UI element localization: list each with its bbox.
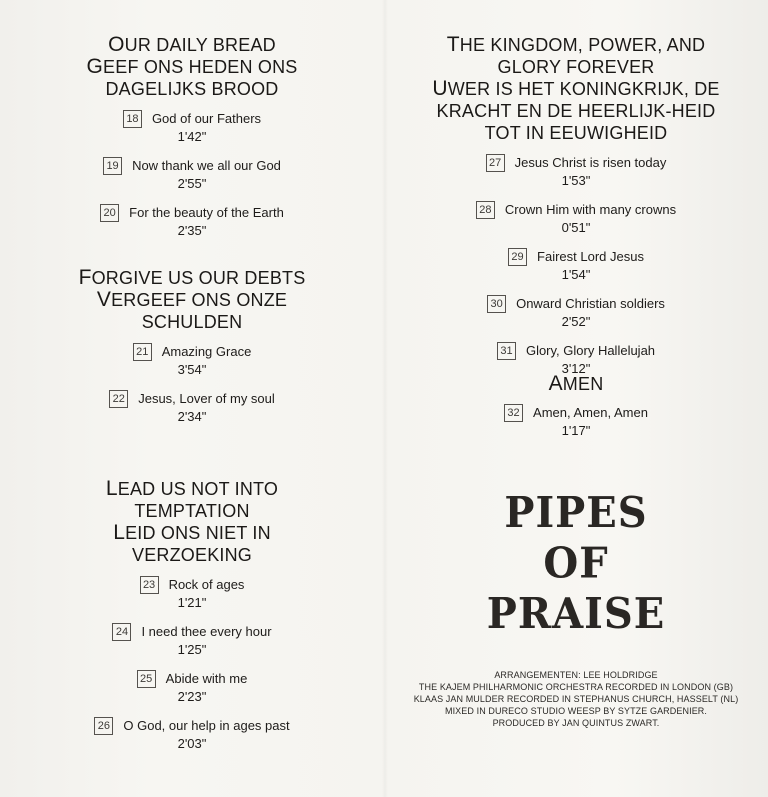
section-heading-en: LEAD US NOT INTO TEMPTATION (105, 477, 279, 521)
section-amen (384, 373, 768, 438)
track-number: 27 (486, 154, 505, 172)
track-duration: 2'23" (177, 689, 207, 704)
track-duration: 3'12" (561, 361, 591, 376)
right-column (384, 0, 768, 797)
track-item (384, 403, 768, 438)
track-duration: 1'21" (177, 595, 207, 610)
track-number: 21 (133, 343, 152, 361)
credit-line: KLAAS JAN MULDER RECORDED IN STEPHANUS CHURCH, HASSELT (NL) (413, 694, 739, 704)
track-item (384, 153, 768, 188)
section-heading-en: THE KINGDOM, POWER, AND GLORY FOREVER (446, 33, 706, 77)
track-number: 26 (94, 717, 113, 735)
section-heading-nl: GEEF ONS HEDEN ONS DAGELIJKS BROOD (86, 55, 298, 99)
track-number: 24 (112, 623, 131, 641)
track-title: Amazing Grace (161, 344, 252, 359)
track-title: Rock of ages (168, 577, 245, 592)
section-heading-nl: LEID ONS NIET IN VERZOEKING (113, 521, 271, 565)
track-number: 30 (487, 295, 506, 313)
section-daily-bread (0, 34, 384, 238)
track-title: God of our Fathers (151, 111, 262, 126)
track-title: Amen, Amen, Amen (533, 405, 648, 420)
section-heading-en: AMEN (548, 372, 604, 395)
track-duration: 1'17" (561, 423, 591, 438)
track-title: Jesus Christ is risen today (514, 155, 667, 170)
track-item (0, 342, 384, 377)
track-item (0, 156, 384, 191)
section-heading-en: OUR DAILY BREAD (108, 33, 276, 56)
track-title: Onward Christian soldiers (516, 296, 665, 311)
track-duration: 2'52" (561, 314, 591, 329)
track-item (384, 247, 768, 282)
track-item (0, 669, 384, 704)
track-duration: 2'34" (177, 409, 207, 424)
credit-line: THE KAJEM PHILHARMONIC ORCHESTRA RECORDED IN LONDON (GB) (418, 682, 734, 692)
credit-line: MIXED IN DURECO STUDIO WEESP BY SYTZE GARDENIER. (444, 706, 707, 716)
logo-line: PIPES (504, 488, 648, 538)
section-kingdom (384, 34, 768, 376)
track-item (0, 622, 384, 657)
track-duration: 0'51" (561, 220, 591, 235)
section-forgive (0, 267, 384, 424)
track-title: O God, our help in ages past (123, 718, 290, 733)
track-duration: 1'42" (177, 129, 207, 144)
credits-block (384, 669, 768, 729)
track-duration: 2'03" (177, 736, 207, 751)
track-title: For the beauty of the Earth (129, 205, 284, 220)
track-number: 29 (508, 248, 527, 266)
track-number: 22 (109, 390, 128, 408)
track-duration: 1'53" (561, 173, 591, 188)
track-title: Now thank we all our God (132, 158, 281, 173)
logo-line: OF (543, 538, 609, 589)
album-logo (384, 488, 768, 639)
credit-line: ARRANGEMENTEN: LEE HOLDRIDGE (494, 670, 658, 680)
track-number: 23 (140, 576, 159, 594)
track-duration: 3'54" (177, 362, 207, 377)
section-heading-nl: UWER IS HET KONINGKRIJK, DE KRACHT EN DE HEERLIJK-HEID TOT IN EEUWIGHEID (432, 77, 720, 143)
track-number: 20 (100, 204, 119, 222)
track-item (384, 200, 768, 235)
track-item (0, 203, 384, 238)
track-duration: 2'55" (177, 176, 207, 191)
track-item (0, 109, 384, 144)
track-item (0, 575, 384, 610)
track-title: Jesus, Lover of my soul (138, 391, 275, 406)
section-heading-nl: VERGEEF ONS ONZE SCHULDEN (96, 288, 288, 332)
track-duration: 1'25" (177, 642, 207, 657)
track-duration: 2'35" (177, 223, 207, 238)
track-number: 25 (137, 670, 156, 688)
track-item (384, 294, 768, 329)
logo-line: PRAISE (486, 589, 666, 639)
section-temptation (0, 478, 384, 751)
track-item (384, 341, 768, 376)
section-heading-en: FORGIVE US OUR DEBTS (78, 266, 306, 289)
track-number: 18 (123, 110, 142, 128)
track-title: Crown Him with many crowns (504, 202, 677, 217)
track-title: Glory, Glory Hallelujah (525, 343, 656, 358)
track-number: 31 (497, 342, 516, 360)
track-duration: 1'54" (561, 267, 591, 282)
track-item (0, 716, 384, 751)
track-number: 28 (476, 201, 495, 219)
track-title: Fairest Lord Jesus (537, 249, 644, 264)
track-number: 32 (504, 404, 523, 422)
credit-line: PRODUCED BY JAN QUINTUS ZWART. (492, 718, 660, 728)
track-title: I need thee every hour (141, 624, 272, 639)
track-number: 19 (103, 157, 122, 175)
track-item (0, 389, 384, 424)
track-title: Abide with me (165, 671, 248, 686)
